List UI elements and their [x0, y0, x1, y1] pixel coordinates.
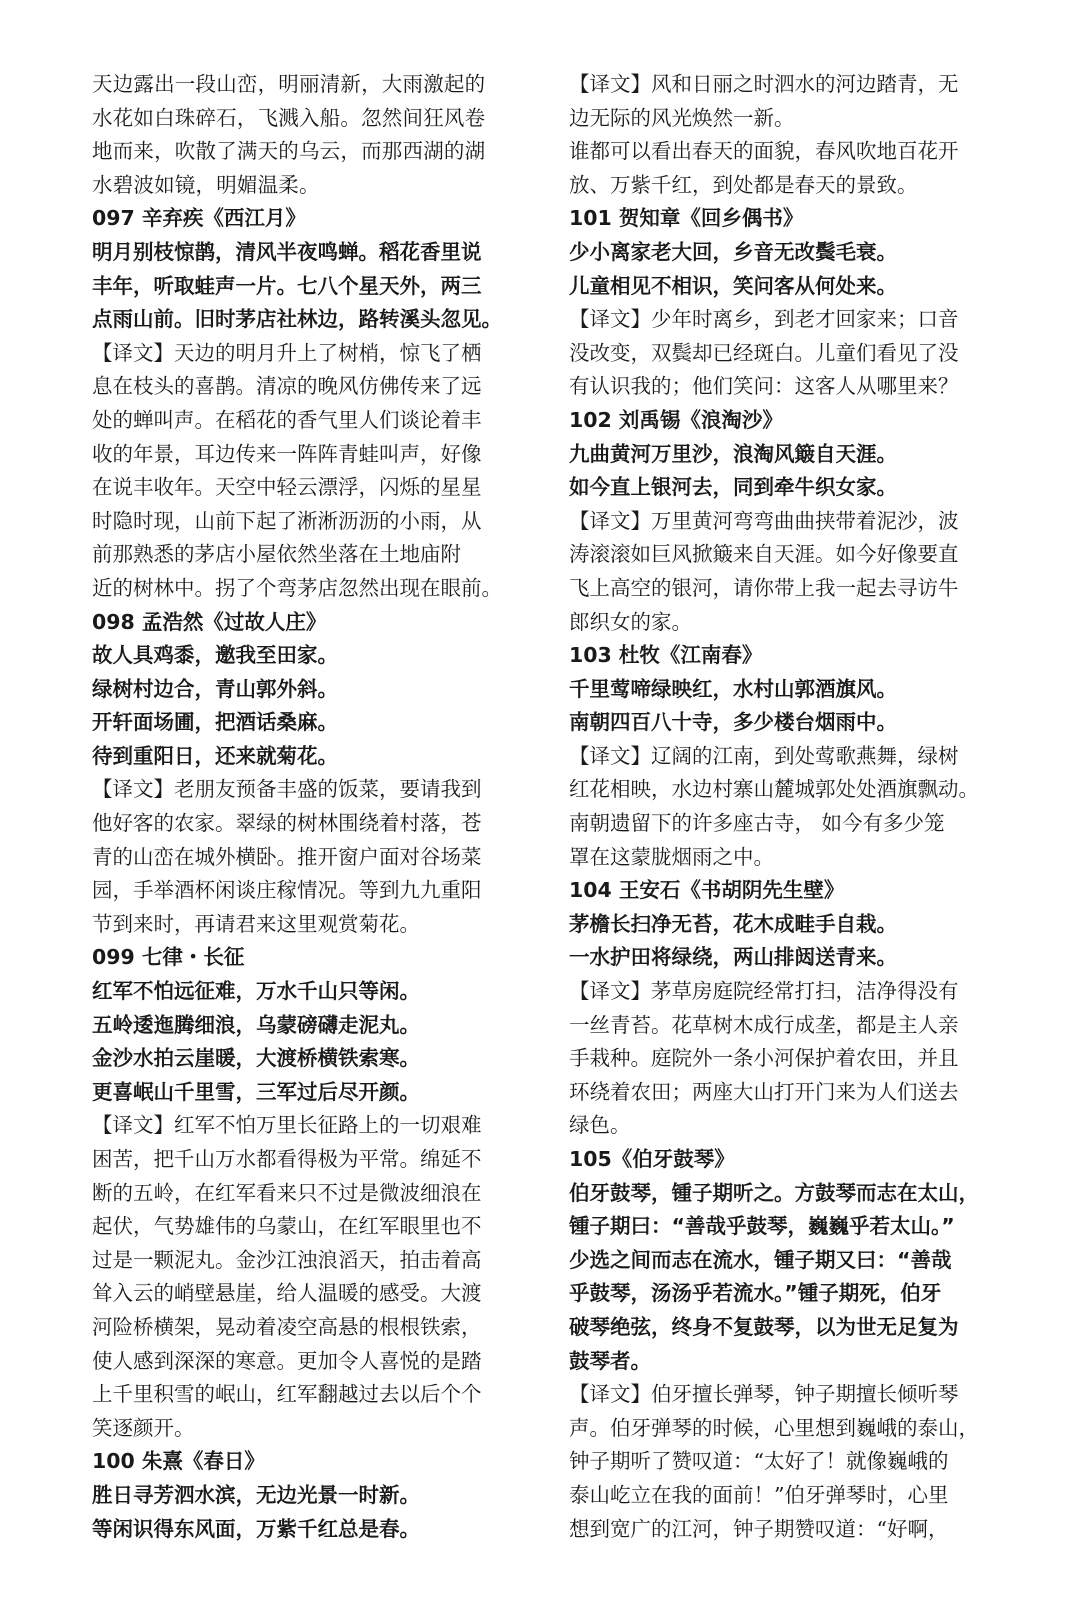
text-line: 【译文】少年时离乡，到老才回家来；口音 — [569, 307, 959, 332]
text-line: 前那熟悉的茅店小屋依然坐落在土地庙附 — [92, 542, 461, 567]
text-line: 水花如白珠碎石，飞溅入船。忽然间狂风卷 — [92, 105, 486, 130]
text-line: 起伏，气势雄伟的乌蒙山，在红军眼里也不 — [92, 1214, 482, 1239]
text-line: 节到来时，再请君来这里观赏菊花。 — [92, 911, 420, 936]
text-line: 在说丰收年。天空中轻云漂浮，闪烁的星星 — [92, 475, 482, 500]
translation-paragraph — [569, 303, 1009, 404]
poem-heading — [92, 202, 532, 236]
poem-heading — [569, 404, 1009, 438]
text-line: 涛滚滚如巨风掀簸来自天涯。如今好像要直 — [569, 542, 959, 567]
poem-heading — [569, 1143, 1009, 1177]
poem-heading — [569, 874, 1009, 908]
poem-text — [92, 975, 532, 1109]
text-line: 声。伯牙弹琴的时候，心里想到巍峨的泰山， — [569, 1415, 979, 1440]
text-line: 破琴绝弦，终身不复鼓琴，以为世无足复为 — [569, 1314, 959, 1339]
text-line: 南朝四百八十寺，多少楼台烟雨中。 — [569, 710, 897, 735]
poem-text — [569, 236, 1009, 303]
text-line: 一丝青苔。花草树木成行成垄，都是主人亲 — [569, 1012, 959, 1037]
text-line: 红花相映，水边村寨山麓城郭处处酒旗飘动。 — [569, 777, 979, 802]
text-line: 手栽种。庭院外一条小河保护着农田，并且 — [569, 1046, 959, 1071]
text-line: 胜日寻芳泗水滨，无边光景一时新。 — [92, 1482, 420, 1507]
text-line: 过是一颗泥丸。金沙江浊浪滔天，拍击着高 — [92, 1247, 482, 1272]
text-line: 水碧波如镜，明媚温柔。 — [92, 172, 320, 197]
poem-text — [569, 908, 1009, 975]
text-line: 如今直上银河去，同到牵牛织女家。 — [569, 475, 897, 500]
text-line: 少选之间而志在流水，锺子期又曰：“善哉 — [569, 1247, 952, 1272]
poem-title: 104 王安石《书胡阴先生壁》 — [569, 878, 845, 903]
text-line: 待到重阳日，还来就菊花。 — [92, 743, 338, 768]
text-line: 乎鼓琴，汤汤乎若流水。”锺子期死，伯牙 — [569, 1281, 942, 1306]
text-line: 千里莺啼绿映红，水村山郭酒旗风。 — [569, 676, 897, 701]
text-line: 等闲识得东风面，万紫千红总是春。 — [92, 1516, 420, 1541]
translation-paragraph — [569, 1378, 1009, 1546]
text-line: 九曲黄河万里沙，浪淘风簸自天涯。 — [569, 441, 897, 466]
poem-text — [569, 438, 1009, 505]
text-line: 丰年，听取蛙声一片。七八个星天外，两三 — [92, 273, 482, 298]
translation-paragraph — [569, 68, 1009, 202]
text-line: 罩在这蒙胧烟雨之中。 — [569, 844, 774, 869]
poem-text — [92, 639, 532, 773]
translation-paragraph — [92, 1109, 532, 1445]
poem-text — [92, 236, 532, 337]
text-line: 红军不怕远征难，万水千山只等闲。 — [92, 979, 420, 1004]
text-line: 明月别枝惊鹊，清风半夜鸣蝉。稻花香里说 — [92, 239, 482, 264]
text-line: 【译文】茅草房庭院经常打扫，洁净得没有 — [569, 979, 959, 1004]
text-line: 青的山峦在城外横卧。推开窗户面对谷场菜 — [92, 844, 482, 869]
body-paragraph — [92, 68, 532, 202]
text-line: 没改变，双鬓却已经斑白。儿童们看见了没 — [569, 340, 959, 365]
poem-heading — [92, 1445, 532, 1479]
text-line: 耸入云的峭壁悬崖，给人温暖的感受。大渡 — [92, 1281, 482, 1306]
poem-title: 097 辛弃疾《西江月》 — [92, 206, 306, 231]
translation-paragraph — [569, 505, 1009, 639]
text-line: 困苦，把千山万水都看得极为平常。绵延不 — [92, 1147, 482, 1171]
text-line: 处的蝉叫声。在稻花的香气里人们谈论着丰 — [92, 407, 482, 432]
text-line: 他好客的农家。翠绿的树林围绕着村落，苍 — [92, 811, 482, 836]
poem-title: 102 刘禹锡《浪淘沙》 — [569, 407, 783, 432]
text-line: 【译文】老朋友预备丰盛的饭菜，要请我到 — [92, 777, 482, 802]
text-line: 金沙水拍云崖暖，大渡桥横铁索寒。 — [92, 1046, 420, 1071]
text-line: 点雨山前。旧时茅店社林边，路转溪头忽见。 — [92, 307, 502, 332]
text-line: 绿树村边合，青山郭外斜。 — [92, 676, 338, 701]
left-column — [92, 68, 532, 1546]
text-line: 绿色。 — [569, 1113, 631, 1138]
text-line: 钟子期听了赞叹道：“太好了！就像巍峨的 — [569, 1449, 949, 1474]
text-line: 【译文】万里黄河弯弯曲曲挟带着泥沙，波 — [569, 508, 959, 533]
text-line: 茅檐长扫净无苔，花木成畦手自栽。 — [569, 911, 897, 936]
poem-text — [92, 1479, 532, 1546]
text-line: 【译文】天边的明月升上了树梢，惊飞了栖 — [92, 340, 482, 365]
poem-text — [569, 1177, 1009, 1379]
text-line: 近的树林中。拐了个弯茅店忽然出现在眼前。 — [92, 575, 502, 600]
text-line: 更喜岷山千里雪，三军过后尽开颜。 — [92, 1079, 420, 1104]
text-line: 儿童相见不相识，笑问客从何处来。 — [569, 273, 897, 298]
text-line: 故人具鸡黍，邀我至田家。 — [92, 643, 338, 668]
text-line: 鼓琴者。 — [569, 1348, 651, 1373]
translation-paragraph — [92, 773, 532, 941]
text-line: 【译文】伯牙擅长弹琴，钟子期擅长倾听琴 — [569, 1382, 959, 1407]
text-line: 天边露出一段山峦，明丽清新，大雨激起的 — [92, 72, 486, 96]
text-line: 一水护田将绿绕，两山排闼送青来。 — [569, 945, 897, 970]
translation-paragraph — [569, 975, 1009, 1143]
text-line: 收的年景，耳边传来一阵阵青蛙叫声，好像 — [92, 441, 482, 466]
text-line: 【译文】辽阔的江南，到处莺歌燕舞，绿树 — [569, 743, 959, 768]
text-line: 上千里积雪的岷山，红军翻越过去以后个个 — [92, 1382, 482, 1407]
text-line: 放、万紫千红，到处都是春天的景致。 — [569, 172, 918, 197]
text-line: 笑逐颜开。 — [92, 1415, 195, 1440]
text-line: 时隐时现，山前下起了淅淅沥沥的小雨，从 — [92, 508, 482, 533]
text-line: 断的五岭，在红军看来只不过是微波细浪在 — [92, 1180, 482, 1205]
text-line: 飞上高空的银河，请你带上我一起去寻访牛 — [569, 575, 959, 600]
text-line: 泰山屹立在我的面前！”伯牙弹琴时，心里 — [569, 1482, 949, 1507]
text-line: 边无际的风光焕然一新。 — [569, 105, 795, 130]
text-line: 有认识我的；他们笑问：这客人从哪里来？ — [569, 374, 959, 399]
text-line: 【译文】风和日丽之时泗水的河边踏青，无 — [569, 72, 959, 96]
text-line: 开轩面场圃，把酒话桑麻。 — [92, 710, 338, 735]
text-line: 园，手举酒杯闲谈庄稼情况。等到九九重阳 — [92, 878, 482, 903]
poem-title: 098 孟浩然《过故人庄》 — [92, 609, 327, 634]
poem-title: 100 朱熹《春日》 — [92, 1449, 265, 1474]
text-line: 锺子期曰：“善哉乎鼓琴，巍巍乎若太山。” — [569, 1214, 955, 1239]
translation-paragraph — [92, 337, 532, 606]
text-line: 谁都可以看出春天的面貌，春风吹地百花开 — [569, 139, 959, 164]
text-line: 息在枝头的喜鹊。清凉的晚风仿佛传来了远 — [92, 374, 482, 399]
text-line: 郎织女的家。 — [569, 609, 692, 634]
poem-text — [569, 673, 1009, 740]
poem-title: 099 七律・长征 — [92, 945, 245, 970]
poem-heading — [92, 606, 532, 640]
text-line: 地而来，吹散了满天的乌云，而那西湖的湖 — [92, 139, 486, 164]
text-line: 环绕着农田；两座大山打开门来为人们送去 — [569, 1079, 959, 1104]
text-line: 河险桥横架，晃动着凌空高悬的根根铁索， — [92, 1314, 482, 1339]
text-line: 南朝遗留下的许多座古寺， 如今有多少笼 — [569, 811, 945, 836]
poem-title: 105《伯牙鼓琴》 — [569, 1147, 735, 1171]
poem-title: 103 杜牧《江南春》 — [569, 643, 763, 668]
text-line: 少小离家老大回，乡音无改鬓毛衰。 — [569, 239, 897, 264]
poem-title: 101 贺知章《回乡偶书》 — [569, 206, 804, 231]
poem-heading — [569, 202, 1009, 236]
right-column — [569, 68, 1009, 1546]
translation-paragraph — [569, 740, 1009, 874]
poem-heading — [92, 941, 532, 975]
text-line: 想到宽广的江河，钟子期赞叹道：“好啊， — [569, 1516, 949, 1541]
text-line: 伯牙鼓琴，锺子期听之。方鼓琴而志在太山， — [569, 1180, 979, 1205]
poem-heading — [569, 639, 1009, 673]
text-line: 使人感到深深的寒意。更加令人喜悦的是踏 — [92, 1348, 482, 1373]
text-line: 【译文】红军不怕万里长征路上的一切艰难 — [92, 1113, 482, 1138]
bottom-fade — [0, 1568, 1080, 1598]
text-line: 五岭逶迤腾细浪，乌蒙磅礴走泥丸。 — [92, 1012, 420, 1037]
